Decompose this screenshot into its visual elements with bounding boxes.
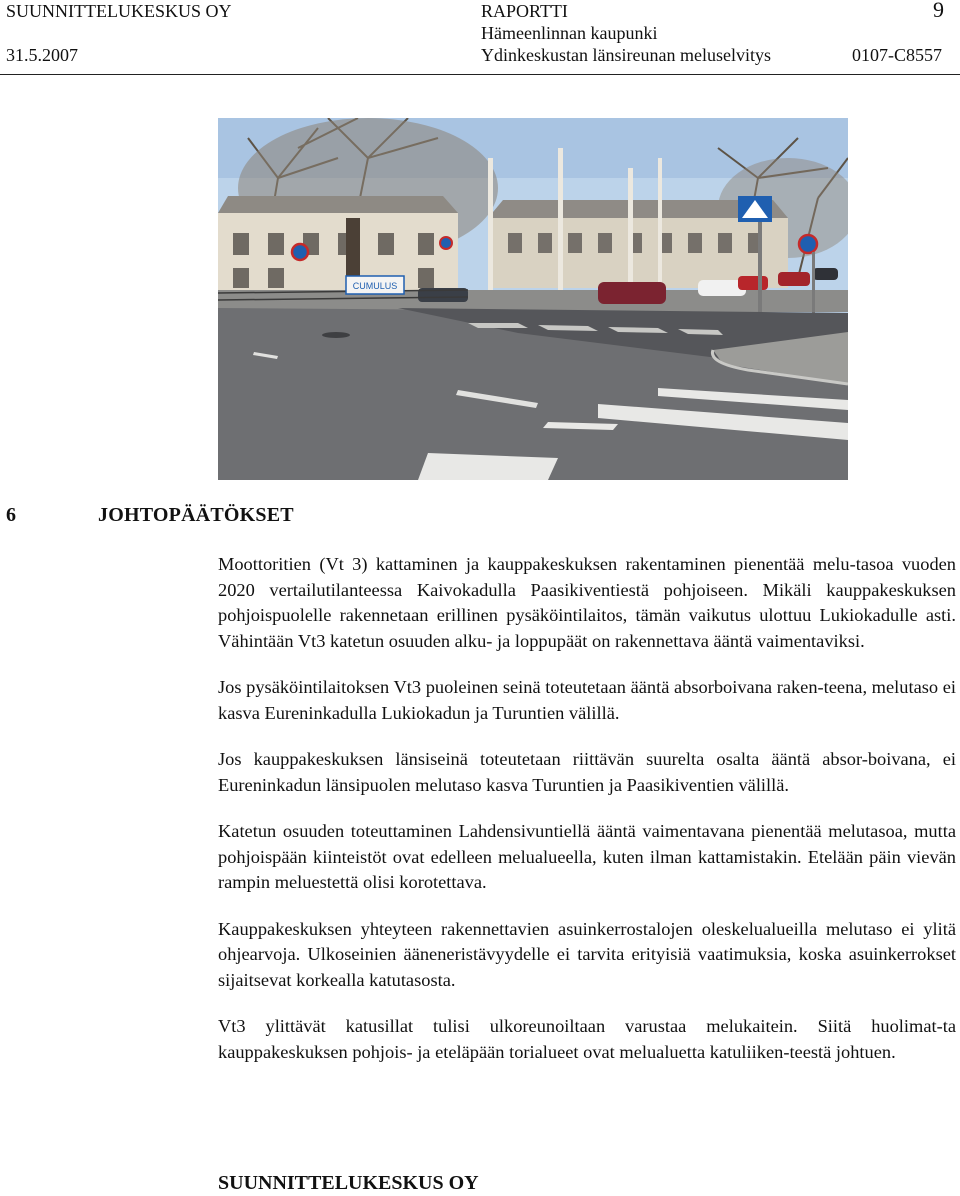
paragraph-2: Jos pysäköintilaitoksen Vt3 puoleinen seinä toteutetaan ääntä absorboivana raken-teena, melutaso ei kasva Eureninkadulla Lukiokadun ja Turuntien välillä. (218, 677, 956, 723)
header-rule (0, 74, 960, 75)
header-date: 31.5.2007 (6, 45, 78, 65)
header-company: SUUNNITTELUKESKUS OY (6, 1, 232, 21)
header-project: Ydinkeskustan länsireunan meluselvitys (481, 45, 771, 65)
paragraph-1: Moottoritien (Vt 3) kattaminen ja kauppakeskuksen rakentaminen pienentää melu-tasoa vuoden 2020 vertailutilanteessa Kaivokadulla Paasikiventiestä pohjoiseen. Mikäli kauppakeskuksen pohjoispuolelle rakennetaan erillinen pysäköintilaitos, tämän vaikutus ulottuu Lukiokadulle asti. Vähintään Vt3 katetun osuuden alku- ja loppupäät on rakennettava ääntä vaimentaviksi. (218, 554, 956, 651)
paragraph-6: Vt3 ylittävät katusillat tulisi ulkoreunoiltaan varustaa melukaitein. Siitä huolimat-ta kauppakeskuksen pohjois- ja eteläpään torialueet ovat melualuetta katuliiken-teestä johtuen. (218, 1016, 956, 1062)
header-doc-type: RAPORTTI (481, 1, 568, 21)
page-number: 9 (933, 0, 944, 22)
conclusions-body (218, 552, 956, 1086)
header-project-code: 0107-C8557 (852, 45, 942, 65)
paragraph-5: Kauppakeskuksen yhteyteen rakennettavien asuinkerrostalojen oleskelualueilla melutaso ei ylitä ohjearvoja. Ulkoseinien ääneneristävyydelle ei tarvita erityisiä vaatimuksia, koska asuinkerrokset sijaitsevat korkealla katutasosta. (218, 918, 956, 990)
section-title: JOHTOPÄÄTÖKSET (98, 504, 294, 526)
paragraph-3: Jos kauppakeskuksen länsiseinä toteutetaan riittävän suurelta osalta ääntä absor-boivana, ei Eureninkadun länsipuolen melutaso kasva Turuntien ja Paasikiventien välillä. (218, 749, 956, 795)
store-sign-text: CUMULUS (352, 281, 398, 291)
street-photo (218, 118, 848, 480)
paragraph-4: Katetun osuuden toteuttaminen Lahdensivuntiellä ääntä vaimentavana pienentää melutasoa, mutta pohjoispään kiinteistöt ovat edelleen melualueella, kuten ilman kattamistakin. Etelään päin vievän rampin meluestettä olisi korotettava. (218, 821, 956, 892)
header-client: Hämeenlinnan kaupunki (481, 23, 658, 43)
footer-company: SUUNNITTELUKESKUS OY (218, 1172, 479, 1194)
section-number: 6 (6, 504, 16, 526)
